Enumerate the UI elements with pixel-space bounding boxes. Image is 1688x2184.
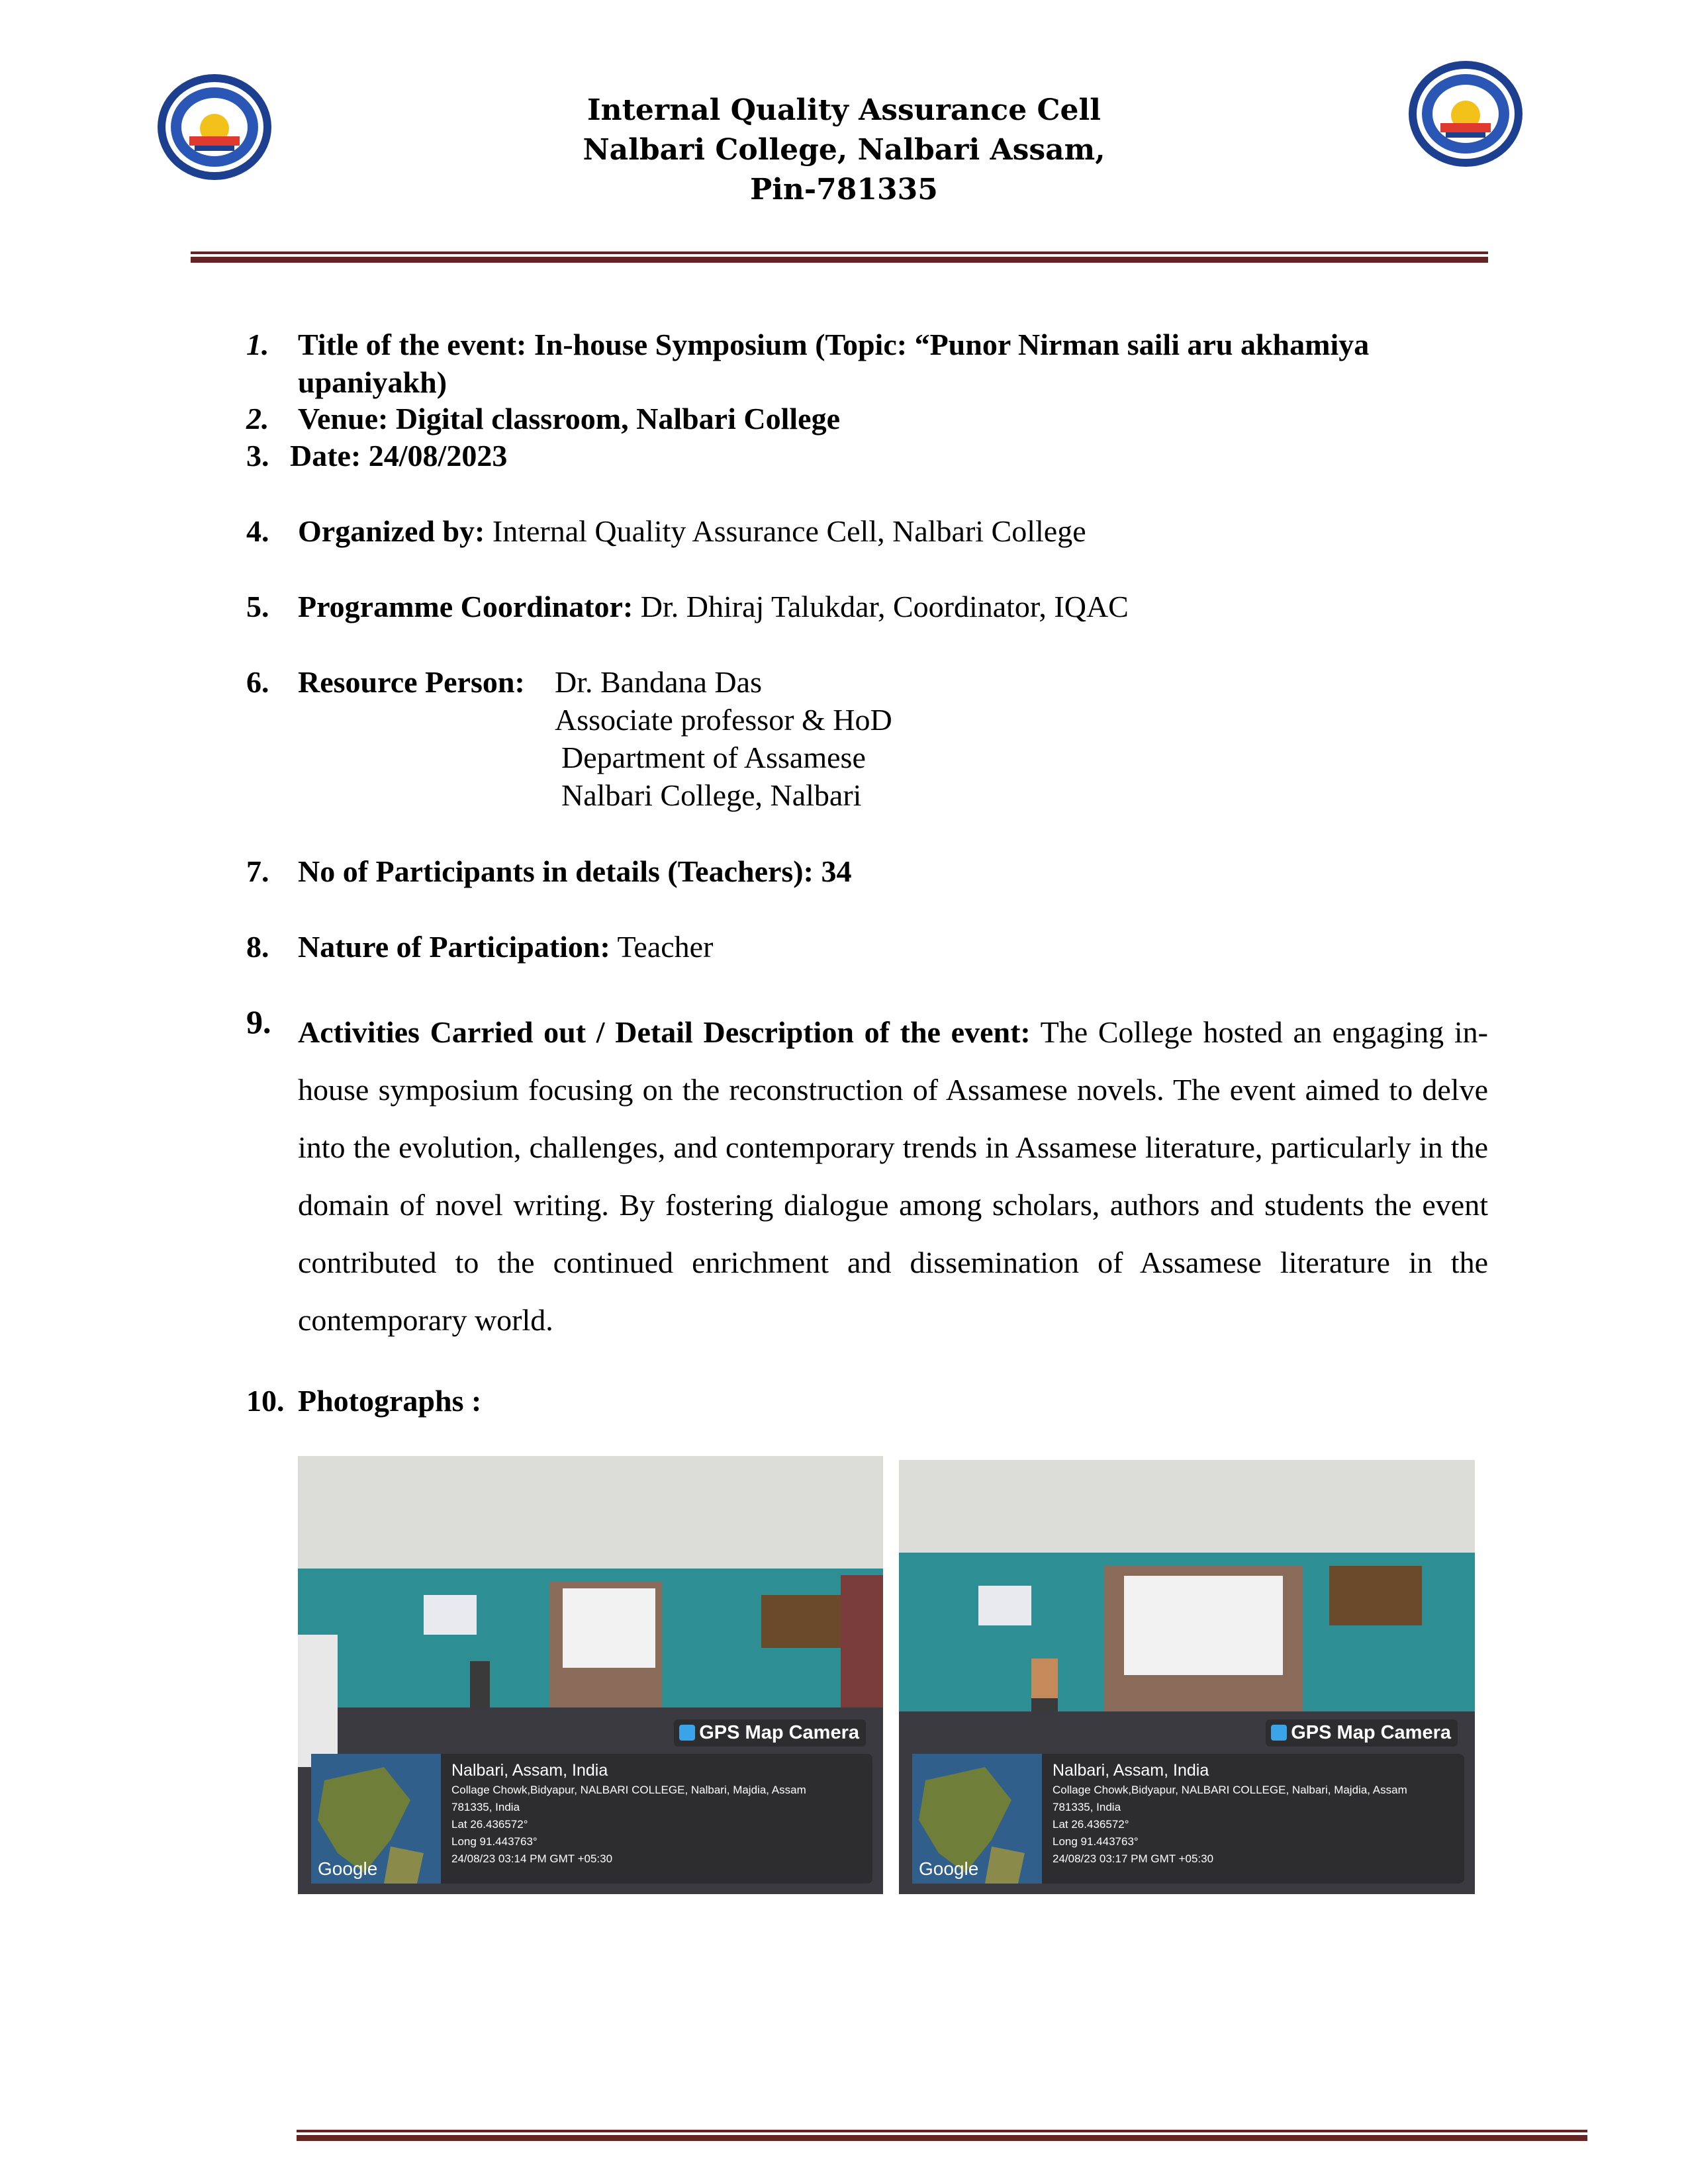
coordinator-label: Programme Coordinator: (298, 590, 633, 623)
footer-divider-thick (297, 2135, 1587, 2141)
event-title-cont: upaniyakh) (298, 365, 447, 399)
gps-pin-icon (1271, 1725, 1287, 1741)
item-number: 5. (246, 590, 269, 623)
map-thumbnail (311, 1754, 441, 1884)
resource-person-designation: Associate professor & HoD (555, 703, 892, 737)
organized-by (298, 512, 1086, 550)
gps-app-name: GPS Map Camera (699, 1722, 859, 1743)
item-number: 8. (246, 930, 269, 964)
resource-person-label: Resource Person: (298, 665, 525, 699)
gps-overlay-1 (311, 1722, 872, 1884)
item-number: 2. (246, 402, 269, 435)
nature-label: Nature of Participation: (298, 930, 610, 964)
resource-person-name: Dr. Bandana Das (555, 665, 762, 699)
programme-coordinator (298, 588, 1129, 625)
gps-place: Nalbari, Assam, India (1053, 1761, 1209, 1780)
item-number: 4. (246, 514, 269, 548)
item-number: 7. (246, 854, 269, 888)
nature-of-participation (298, 928, 713, 966)
event-description (298, 1003, 1488, 1349)
header-divider-thick (191, 257, 1488, 263)
google-label: Google (318, 1858, 378, 1879)
nature-value: Teacher (610, 930, 714, 964)
gps-pin-icon (679, 1725, 695, 1741)
gps-place: Nalbari, Assam, India (451, 1761, 608, 1780)
organized-by-value: Internal Quality Assurance Cell, Nalbari College (485, 514, 1086, 548)
gps-address-pin: 781335, India (1053, 1801, 1121, 1813)
gps-lat: Lat 26.436572° (451, 1818, 528, 1831)
resource-person-college: Nalbari College, Nalbari (561, 778, 862, 812)
header-college: Nalbari College, Nalbari Assam, (583, 133, 1105, 167)
gps-time: 24/08/23 03:17 PM GMT +05:30 (1053, 1852, 1214, 1865)
header-title: Internal Quality Assurance Cell (587, 93, 1101, 127)
gps-long: Long 91.443763° (451, 1835, 538, 1848)
date: Date: 24/08/2023 (290, 439, 508, 473)
gps-time: 24/08/23 03:14 PM GMT +05:30 (451, 1852, 613, 1865)
gps-lat: Lat 26.436572° (1053, 1818, 1129, 1831)
gps-details-1 (451, 1759, 806, 1868)
item-number: 6. (246, 665, 269, 699)
footer-divider (297, 2130, 1587, 2132)
event-title: Title of the event: In-house Symposium (Topic: “Punor Nirman saili aru akhamiya (298, 328, 1370, 361)
google-label: Google (919, 1858, 979, 1879)
item-number: 10. (246, 1384, 285, 1418)
gps-address: Collage Chowk,Bidyapur, NALBARI COLLEGE, Nalbari, Majdia, Assam (1053, 1784, 1407, 1796)
header-pin: Pin-781335 (750, 173, 938, 206)
coordinator-value: Dr. Dhiraj Talukdar, Coordinator, IQAC (633, 590, 1129, 623)
item-number: 1. (246, 328, 269, 361)
organized-by-label: Organized by: (298, 514, 485, 548)
gps-camera-label (674, 1719, 866, 1747)
gps-address: Collage Chowk,Bidyapur, NALBARI COLLEGE, Nalbari, Majdia, Assam (451, 1784, 806, 1796)
venue: Venue: Digital classroom, Nalbari College (298, 402, 840, 435)
map-thumbnail (912, 1754, 1042, 1884)
event-photo-1 (298, 1456, 883, 1894)
description-label: Activities Carried out / Detail Description of the event: (298, 1015, 1031, 1049)
gps-app-name: GPS Map Camera (1291, 1722, 1451, 1743)
resource-person-department: Department of Assamese (561, 741, 866, 774)
photographs-heading: Photographs : (298, 1384, 482, 1418)
gps-long: Long 91.443763° (1053, 1835, 1139, 1848)
gps-address-pin: 781335, India (451, 1801, 520, 1813)
gps-details-2 (1053, 1759, 1407, 1868)
participants: No of Participants in details (Teachers): 34 (298, 854, 852, 888)
gps-overlay-2 (912, 1722, 1464, 1884)
item-number: 9. (246, 1003, 271, 1040)
description-text: The College hosted an engaging in-house symposium focusing on the reconstruction of Assamese novels. The event aimed to delve into the evolution, challenges, and contemporary trends in Assamese literature, particularly in the domain of novel writing. By fostering dialogue among scholars, authors and students the event contributed to the continued enrichment and dissemination of Assamese literature in the contemporary world. (298, 1015, 1488, 1337)
event-photo-2 (899, 1460, 1475, 1894)
gps-camera-label (1266, 1719, 1458, 1747)
item-number: 3. (246, 439, 269, 473)
header-divider (191, 251, 1488, 254)
